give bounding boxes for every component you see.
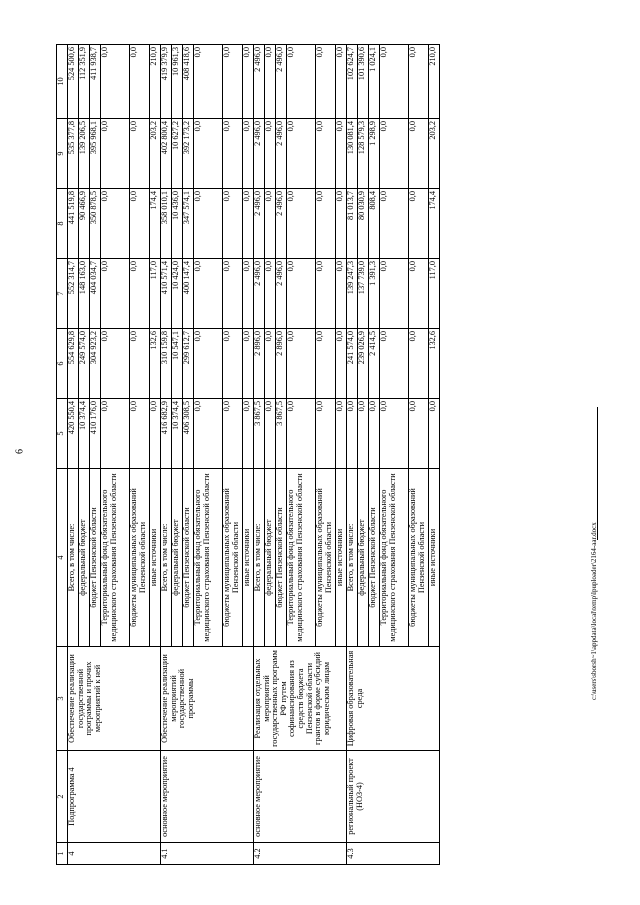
- funding-source: иные источники: [243, 469, 254, 647]
- col-header: 10: [57, 45, 68, 119]
- amount-cell: 0,0: [243, 259, 254, 329]
- row-type: основное мероприятие: [161, 751, 254, 843]
- amount-cell: 0,0: [336, 259, 347, 329]
- amount-cell: 411 938,7: [90, 45, 101, 119]
- amount-cell: 10 424,0: [172, 259, 183, 329]
- footer-file-path: c:\users\sborsh~1\appdata\local\temp\lpuploader\2164-aar.docx: [590, 522, 598, 700]
- amount-cell: 0,0: [316, 259, 336, 329]
- table-row: [254, 45, 265, 865]
- amount-cell: 239 026,9: [358, 329, 369, 399]
- amount-cell: 0,0: [380, 119, 409, 189]
- amount-cell: 241 574,0: [347, 329, 358, 399]
- funding-source: Территориальный фонд обязательного медицинского страхования Пензенской области: [194, 469, 223, 647]
- row-number: 4.3: [347, 843, 440, 865]
- funding-source: бюджеты муниципальных образований Пензенской области: [316, 469, 336, 647]
- amount-cell: 310 159,8: [161, 329, 172, 399]
- amount-cell: 0,0: [223, 399, 243, 469]
- amount-cell: 0,0: [409, 119, 429, 189]
- amount-cell: 347 574,1: [183, 189, 194, 259]
- amount-cell: 0,0: [380, 189, 409, 259]
- amount-cell: 10 627,2: [172, 119, 183, 189]
- amount-cell: 299 612,7: [183, 329, 194, 399]
- amount-cell: 249 574,0: [79, 329, 90, 399]
- amount-cell: 81 013,7: [347, 189, 358, 259]
- amount-cell: 0,0: [287, 189, 316, 259]
- col-header: 8: [57, 189, 68, 259]
- row-title: Обеспечение реализации мероприятий государственной программы: [161, 647, 254, 751]
- amount-cell: 524 500,6: [68, 45, 79, 119]
- amount-cell: 0,0: [101, 119, 130, 189]
- amount-cell: 2 496,0: [276, 189, 287, 259]
- amount-cell: 132,6: [429, 329, 440, 399]
- amount-cell: 10 961,3: [172, 45, 183, 119]
- amount-cell: 0,0: [223, 259, 243, 329]
- amount-cell: 0,0: [336, 45, 347, 119]
- row-title: Реализация отдельных мероприятий государственных программ РФ путем софинансирования из средств бюджета Пензенской области грантов в форме субсидий юридическим лицам: [254, 647, 347, 751]
- amount-cell: 0,0: [243, 45, 254, 119]
- amount-cell: 2 414,5: [369, 329, 380, 399]
- amount-cell: 10 436,0: [172, 189, 183, 259]
- amount-cell: 0,0: [101, 399, 130, 469]
- amount-cell: 0,0: [243, 119, 254, 189]
- amount-cell: 0,0: [101, 259, 130, 329]
- amount-cell: 0,0: [347, 399, 358, 469]
- amount-cell: 2 496,0: [254, 45, 265, 119]
- amount-cell: 808,4: [369, 189, 380, 259]
- amount-cell: 0,0: [336, 119, 347, 189]
- funding-source: Территориальный фонд обязательного медицинского страхования Пензенской области: [287, 469, 316, 647]
- funding-source: иные источники: [336, 469, 347, 647]
- amount-cell: 0,0: [287, 399, 316, 469]
- col-header: 2: [57, 751, 68, 843]
- col-header: 3: [57, 647, 68, 751]
- funding-source: бюджет Пензенской области: [276, 469, 287, 647]
- col-header: 9: [57, 119, 68, 189]
- funding-source: бюджеты муниципальных образований Пензенской области: [223, 469, 243, 647]
- funding-source: бюджеты муниципальных образований Пензенской области: [130, 469, 150, 647]
- amount-cell: 0,0: [194, 45, 223, 119]
- amount-cell: 0,0: [243, 329, 254, 399]
- amount-cell: 406 308,5: [183, 399, 194, 469]
- amount-cell: 0,0: [223, 329, 243, 399]
- amount-cell: 358 010,1: [161, 189, 172, 259]
- amount-cell: 174,4: [429, 189, 440, 259]
- amount-cell: 3 867,5: [276, 399, 287, 469]
- amount-cell: 0,0: [409, 189, 429, 259]
- header-row: [57, 45, 68, 865]
- amount-cell: 304 923,2: [90, 329, 101, 399]
- amount-cell: 0,0: [409, 45, 429, 119]
- amount-cell: 132,6: [150, 329, 161, 399]
- amount-cell: 0,0: [265, 329, 276, 399]
- amount-cell: 0,0: [265, 119, 276, 189]
- amount-cell: 0,0: [130, 399, 150, 469]
- amount-cell: 203,2: [429, 119, 440, 189]
- amount-cell: 552 314,7: [68, 259, 79, 329]
- funding-source: Всего, в том числе:: [347, 469, 358, 647]
- amount-cell: 148 163,0: [79, 259, 90, 329]
- amount-cell: 0,0: [316, 189, 336, 259]
- amount-cell: 0,0: [130, 189, 150, 259]
- row-number: 4.1: [161, 843, 254, 865]
- amount-cell: 0,0: [369, 399, 380, 469]
- amount-cell: 0,0: [243, 189, 254, 259]
- table-row: [161, 45, 172, 865]
- col-header: 5: [57, 399, 68, 469]
- amount-cell: 10 374,4: [172, 399, 183, 469]
- amount-cell: 0,0: [223, 189, 243, 259]
- amount-cell: 0,0: [336, 189, 347, 259]
- amount-cell: 0,0: [101, 189, 130, 259]
- amount-cell: 400 147,4: [183, 259, 194, 329]
- amount-cell: 395 968,1: [90, 119, 101, 189]
- amount-cell: 0,0: [316, 399, 336, 469]
- amount-cell: 0,0: [130, 329, 150, 399]
- amount-cell: 0,0: [130, 45, 150, 119]
- amount-cell: 0,0: [194, 119, 223, 189]
- amount-cell: 139 206,5: [79, 119, 90, 189]
- amount-cell: 2 496,0: [254, 119, 265, 189]
- table-row: [347, 45, 358, 865]
- amount-cell: 0,0: [316, 329, 336, 399]
- col-header: 7: [57, 259, 68, 329]
- amount-cell: 1 391,3: [369, 259, 380, 329]
- amount-cell: 419 379,9: [161, 45, 172, 119]
- amount-cell: 3 867,5: [254, 399, 265, 469]
- amount-cell: 0,0: [223, 119, 243, 189]
- funding-source: Всего, в том числе:: [254, 469, 265, 647]
- funding-source: иные источники: [429, 469, 440, 647]
- amount-cell: 392 173,2: [183, 119, 194, 189]
- funding-source: федеральный бюджет: [172, 469, 183, 647]
- amount-cell: 350 878,5: [90, 189, 101, 259]
- row-title: Цифровая образовательная среда: [347, 647, 440, 751]
- funding-source: Всего, в том числе:: [68, 469, 79, 647]
- amount-cell: 410 176,0: [90, 399, 101, 469]
- amount-cell: 0,0: [409, 329, 429, 399]
- funding-source: бюджет Пензенской области: [183, 469, 194, 647]
- budget-table: [56, 44, 440, 865]
- amount-cell: 0,0: [265, 399, 276, 469]
- amount-cell: 402 800,4: [161, 119, 172, 189]
- page-number: 6: [14, 449, 26, 454]
- amount-cell: 0,0: [194, 399, 223, 469]
- amount-cell: 0,0: [223, 45, 243, 119]
- amount-cell: 2 496,0: [254, 189, 265, 259]
- amount-cell: 410 571,4: [161, 259, 172, 329]
- amount-cell: 404 034,7: [90, 259, 101, 329]
- row-type: Подпрограмма 4: [68, 751, 161, 843]
- amount-cell: 210,0: [150, 45, 161, 119]
- amount-cell: 2 896,0: [276, 329, 287, 399]
- col-header: 4: [57, 469, 68, 647]
- amount-cell: 535 377,8: [68, 119, 79, 189]
- amount-cell: 0,0: [194, 259, 223, 329]
- amount-cell: 210,0: [429, 45, 440, 119]
- funding-source: Территориальный фонд обязательного медицинского страхования Пензенской области: [101, 469, 130, 647]
- amount-cell: 80 030,9: [358, 189, 369, 259]
- amount-cell: 0,0: [194, 189, 223, 259]
- amount-cell: 0,0: [287, 329, 316, 399]
- amount-cell: 203,2: [150, 119, 161, 189]
- col-header: 1: [57, 843, 68, 865]
- funding-source: федеральный бюджет: [265, 469, 276, 647]
- amount-cell: 174,4: [150, 189, 161, 259]
- rotated-page: [56, 45, 591, 865]
- amount-cell: 0,0: [409, 399, 429, 469]
- amount-cell: 0,0: [265, 259, 276, 329]
- funding-source: федеральный бюджет: [358, 469, 369, 647]
- amount-cell: 10 547,1: [172, 329, 183, 399]
- funding-source: Всего, в том числе:: [161, 469, 172, 647]
- amount-cell: 0,0: [336, 399, 347, 469]
- funding-source: бюджет Пензенской области: [90, 469, 101, 647]
- amount-cell: 0,0: [265, 45, 276, 119]
- amount-cell: 112 351,9: [79, 45, 90, 119]
- funding-source: Территориальный фонд обязательного медицинского страхования Пензенской области: [380, 469, 409, 647]
- row-number: 4: [68, 843, 161, 865]
- amount-cell: 117,0: [429, 259, 440, 329]
- amount-cell: 1 298,9: [369, 119, 380, 189]
- amount-cell: 0,0: [380, 259, 409, 329]
- amount-cell: 0,0: [429, 399, 440, 469]
- row-type: основное мероприятие: [254, 751, 347, 843]
- row-number: 4.2: [254, 843, 347, 865]
- amount-cell: 420 550,4: [68, 399, 79, 469]
- amount-cell: 0,0: [265, 189, 276, 259]
- funding-source: бюджет Пензенской области: [369, 469, 380, 647]
- amount-cell: 90 466,9: [79, 189, 90, 259]
- amount-cell: 2 496,0: [276, 259, 287, 329]
- amount-cell: 10 374,4: [79, 399, 90, 469]
- amount-cell: 130 081,4: [347, 119, 358, 189]
- amount-cell: 0,0: [380, 399, 409, 469]
- amount-cell: 2 496,0: [276, 45, 287, 119]
- amount-cell: 0,0: [336, 329, 347, 399]
- funding-source: иные источники: [150, 469, 161, 647]
- amount-cell: 0,0: [243, 399, 254, 469]
- amount-cell: 0,0: [380, 45, 409, 119]
- col-header: 6: [57, 329, 68, 399]
- amount-cell: 441 519,8: [68, 189, 79, 259]
- amount-cell: 0,0: [409, 259, 429, 329]
- separator-line: [597, 407, 598, 540]
- amount-cell: 2 896,0: [254, 329, 265, 399]
- amount-cell: 128 579,3: [358, 119, 369, 189]
- amount-cell: 0,0: [287, 259, 316, 329]
- amount-cell: 0,0: [316, 45, 336, 119]
- amount-cell: 102 624,7: [347, 45, 358, 119]
- amount-cell: 416 682,9: [161, 399, 172, 469]
- row-type: региональный проект (НОЗ-4): [347, 751, 440, 843]
- amount-cell: 101 390,6: [358, 45, 369, 119]
- amount-cell: 1 024,1: [369, 45, 380, 119]
- amount-cell: 0,0: [358, 399, 369, 469]
- amount-cell: 137 739,0: [358, 259, 369, 329]
- amount-cell: 0,0: [316, 119, 336, 189]
- amount-cell: 2 496,0: [276, 119, 287, 189]
- amount-cell: 554 629,8: [68, 329, 79, 399]
- funding-source: федеральный бюджет: [79, 469, 90, 647]
- amount-cell: 0,0: [101, 329, 130, 399]
- amount-cell: 0,0: [130, 119, 150, 189]
- funding-source: бюджеты муниципальных образований Пензенской области: [409, 469, 429, 647]
- amount-cell: 0,0: [101, 45, 130, 119]
- amount-cell: 408 418,6: [183, 45, 194, 119]
- amount-cell: 0,0: [130, 259, 150, 329]
- amount-cell: 117,0: [150, 259, 161, 329]
- row-title: Обеспечение реализации государственной программы и прочих мероприятий к ней: [68, 647, 161, 751]
- amount-cell: 139 247,3: [347, 259, 358, 329]
- amount-cell: 0,0: [150, 399, 161, 469]
- amount-cell: 0,0: [380, 329, 409, 399]
- amount-cell: 0,0: [194, 329, 223, 399]
- amount-cell: 0,0: [287, 119, 316, 189]
- amount-cell: 0,0: [287, 45, 316, 119]
- amount-cell: 2 496,0: [254, 259, 265, 329]
- table-row: [68, 45, 79, 865]
